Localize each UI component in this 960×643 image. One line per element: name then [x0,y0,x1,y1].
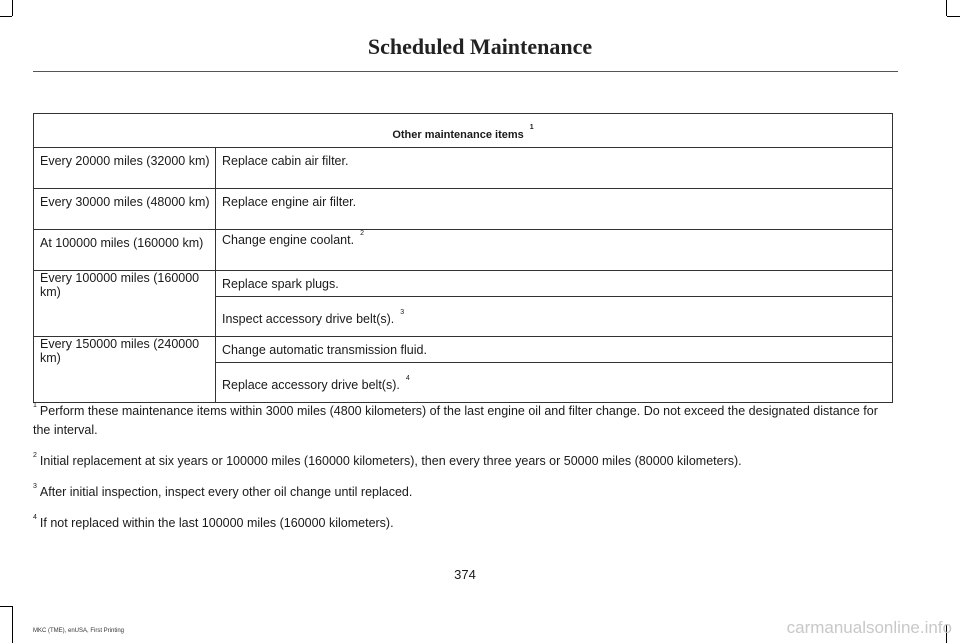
crop-mark-bottom-left-v [12,606,13,643]
footnote-text: Initial replacement at six years or 100000 miles (160000 kilometers), then every three years or 50000 miles (80000 kilometers). [39,454,742,468]
action-cell [216,230,893,271]
page-number: 374 [454,567,476,582]
crop-mark-top-right-h [947,16,960,17]
footnote-text: Perform these maintenance items within 3000 miles (4800 kilometers) of the last engine oil and filter change. Do not exceed the designated distance for the interval. [33,404,878,437]
action-cell [216,271,893,297]
crop-mark-top-left-v [12,0,13,16]
footnote-text: If not replaced within the last 100000 miles (160000 kilometers). [39,516,394,530]
table-heading [34,114,893,148]
header-rule [33,71,898,72]
footnote-text: After initial inspection, inspect every other oil change until replaced. [39,485,413,499]
interval-cell: At 100000 miles (160000 km) [34,230,216,271]
footnote-mark: 1 [33,402,37,409]
action-text: Replace accessory drive belt(s). [222,378,400,392]
action-cell [216,297,893,337]
table-row [34,271,893,297]
footnote-mark: 4 [33,514,37,521]
footnote [33,396,895,440]
interval-cell: Every 150000 miles (240000 km) [34,337,216,403]
action-note: 3 [400,309,405,316]
footnote [33,508,895,533]
action-note: 4 [405,375,410,382]
footnote-mark: 3 [33,483,37,490]
footnote [33,477,895,502]
crop-mark-bottom-left-h [0,606,12,607]
print-info: MKC (TME), enUSA, First Printing [33,628,125,634]
interval-cell: Every 100000 miles (160000 km) [34,271,216,337]
table-row [34,230,893,271]
action-note: 2 [360,230,364,237]
action-cell [216,337,893,363]
footnote-mark: 2 [33,452,37,459]
crop-mark-top-right-v [946,0,947,16]
action-text: Replace cabin air filter. [222,154,349,168]
footnotes [33,396,895,539]
action-cell [216,189,893,230]
action-text: Inspect accessory drive belt(s). [222,312,395,326]
table-row [34,189,893,230]
interval-cell: Every 30000 miles (48000 km) [34,189,216,230]
crop-mark-top-left-h [0,16,12,17]
action-text: Change engine coolant. [222,233,355,247]
table-row [34,337,893,363]
interval-cell: Every 20000 miles (32000 km) [34,148,216,189]
action-text: Replace spark plugs. [222,277,339,291]
maintenance-table [33,113,893,403]
watermark: carmanualsonline.info [786,618,952,637]
action-text: Change automatic transmission fluid. [222,343,427,357]
page-title: Scheduled Maintenance [367,34,593,59]
table-heading-label: Other maintenance items [392,129,524,141]
footnote [33,446,895,471]
table-row [34,148,893,189]
table-heading-note: 1 [529,124,534,131]
action-text: Replace engine air filter. [222,195,357,209]
action-cell [216,148,893,189]
